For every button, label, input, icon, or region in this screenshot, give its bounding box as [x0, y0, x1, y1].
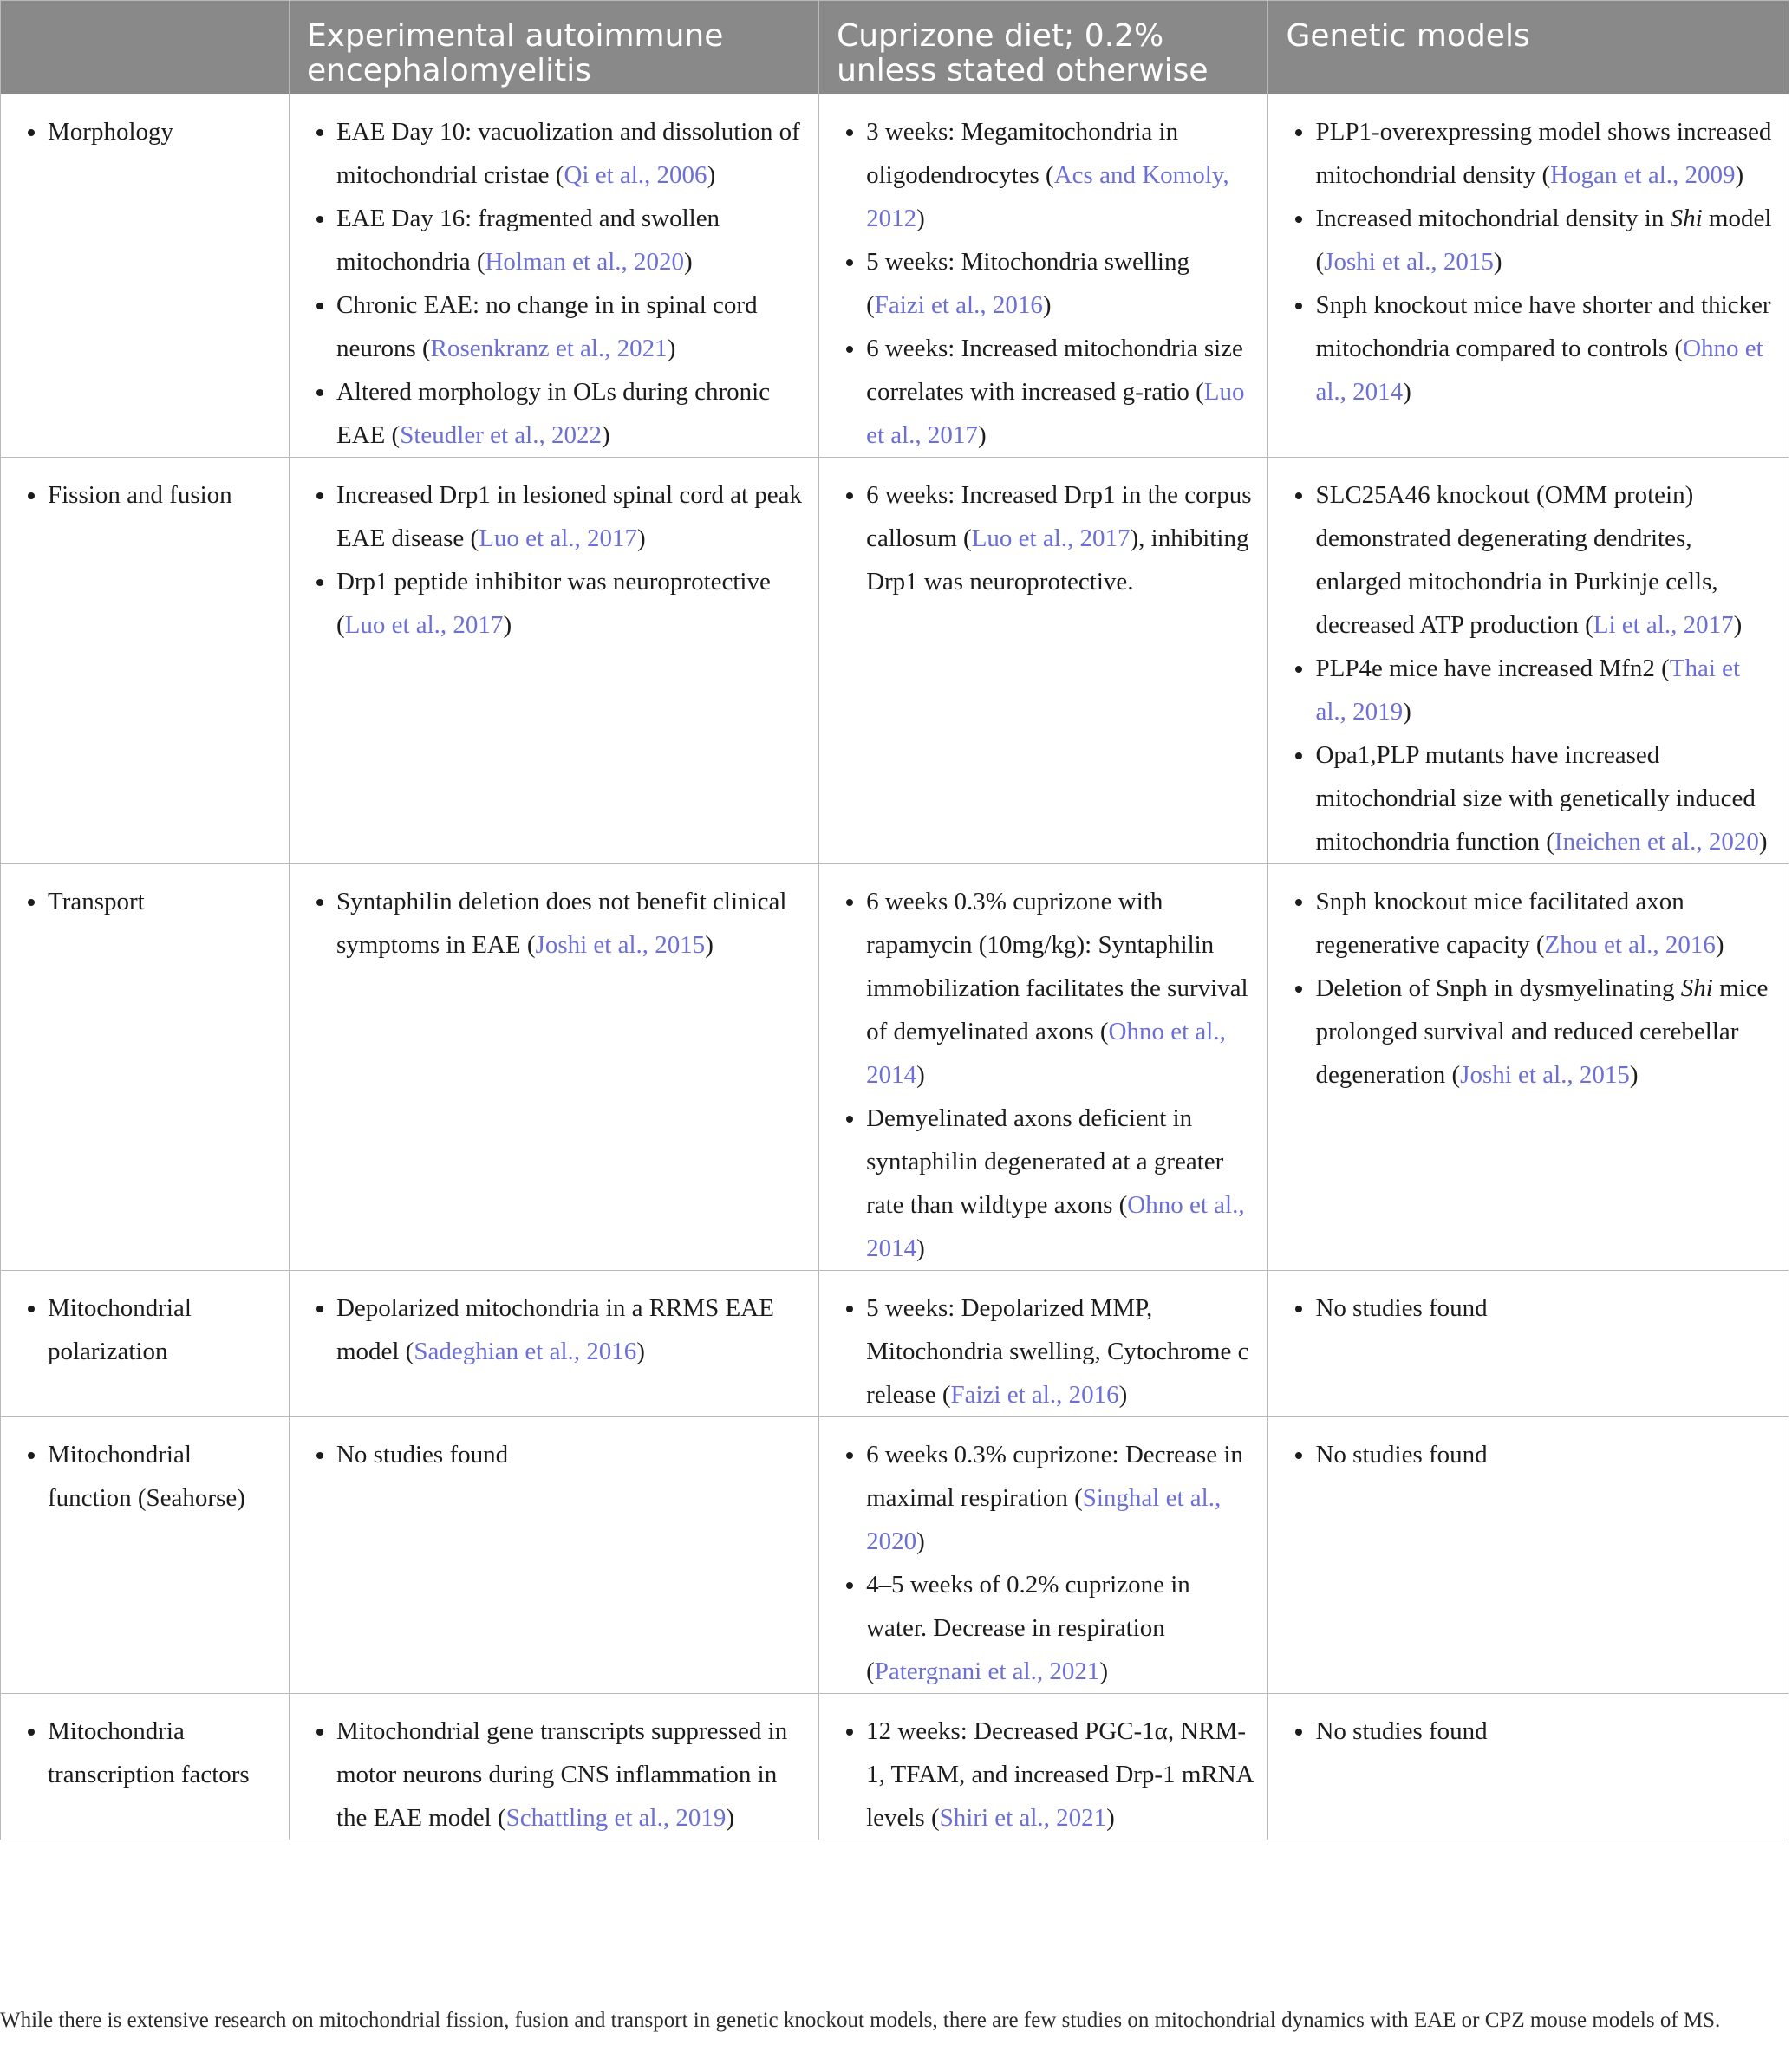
eae-cell [289, 94, 818, 458]
header-row [1, 1, 1789, 94]
header-genetic: Genetic models [1268, 1, 1789, 94]
text-fragment: ) [503, 611, 512, 639]
row-label-cell [1, 94, 290, 458]
row-label-list [11, 1710, 275, 1796]
row-label-list [11, 880, 275, 923]
text-fragment: 6 weeks: Increased mitochondria size correlates with increased g-ratio ( [866, 335, 1243, 406]
citation-link[interactable]: Ohno et al., 2014 [866, 1018, 1226, 1089]
text-fragment: Drp1 peptide inhibitor was neuroprotective ( [336, 568, 771, 639]
row-label-cell [1, 1417, 290, 1694]
list-item [866, 473, 1254, 603]
italic-text: Shi [1670, 205, 1703, 232]
citation-link[interactable]: Zhou et al., 2016 [1544, 931, 1716, 959]
eae-list [300, 473, 805, 647]
list-item [1315, 967, 1775, 1097]
citation-link[interactable]: Patergnani et al., 2021 [874, 1657, 1100, 1685]
table-caption: While there is extensive research on mitochondrial fission, fusion and transport in genetic knockout models, there are few studies on mitochondrial dynamics with EAE or CPZ mouse models of MS. [0, 2009, 1721, 2032]
row-label: • Fission and fusion [48, 473, 275, 517]
text-fragment: Mitochondrial gene transcripts suppressed in motor neurons during CNS inflammation in the EAE model ( [336, 1717, 788, 1832]
list-item [1315, 733, 1775, 863]
cpz-cell [819, 1417, 1268, 1694]
table-row [1, 1417, 1789, 1694]
text-fragment: Altered morphology in OLs during chronic EAE ( [336, 378, 771, 449]
text-fragment: ) [977, 421, 987, 449]
citation-link[interactable]: Acs and Komoly, 2012 [866, 161, 1229, 232]
eae-list [300, 1433, 805, 1476]
text-fragment: ) [1106, 1804, 1115, 1832]
genetic-list [1279, 473, 1775, 863]
eae-cell [289, 1271, 818, 1417]
row-label-cell [1, 864, 290, 1271]
row-label: • Mitochondria transcription factors [48, 1710, 275, 1796]
text-fragment: Snph knockout mice have shorter and thicker mitochondria compared to controls ( [1315, 291, 1771, 362]
text-fragment: ) [1493, 248, 1502, 276]
text-fragment: Depolarized mitochondria in a RRMS EAE model ( [336, 1294, 774, 1365]
text-fragment: ) [1629, 1061, 1639, 1089]
text-fragment: ) [705, 931, 714, 959]
text-fragment: 5 weeks: Depolarized MMP, Mitochondria swelling, Cytochrome c release ( [866, 1294, 1249, 1409]
text-fragment: Demyelinated axons deficient in syntaphilin degenerated at a greater rate than wildtype axons ( [866, 1104, 1224, 1219]
citation-link[interactable]: Sadeghian et al., 2016 [414, 1338, 637, 1365]
text-fragment: ) [1042, 291, 1052, 319]
row-label: • Mitochondrial function (Seahorse) [48, 1433, 275, 1520]
text-fragment: Deletion of Snph in dysmyelinating [1315, 974, 1681, 1002]
genetic-list [1279, 1433, 1775, 1476]
genetic-cell [1268, 1271, 1789, 1417]
cpz-list [830, 1433, 1254, 1693]
cpz-cell [819, 864, 1268, 1271]
text-fragment: mice prolonged survival and reduced cerebellar degeneration ( [1315, 974, 1769, 1089]
text-fragment: ) [1735, 161, 1744, 189]
row-label-cell [1, 1694, 290, 1840]
citation-link[interactable]: Shiri et al., 2021 [939, 1804, 1107, 1832]
list-item [336, 473, 805, 560]
table-body [1, 94, 1789, 1840]
row-label-list [11, 110, 275, 153]
text-fragment: No studies found [1315, 1294, 1488, 1322]
row-label: • Mitochondrial polarization [48, 1286, 275, 1373]
text-fragment: ) [637, 524, 646, 552]
table-header [1, 1, 1789, 94]
table-row [1, 864, 1789, 1271]
citation-link[interactable]: Luo et al., 2017 [479, 524, 638, 552]
list-item [1315, 473, 1775, 647]
list-item [336, 1286, 805, 1373]
genetic-list [1279, 880, 1775, 1097]
list-item [1315, 1433, 1775, 1476]
list-item [1315, 1286, 1775, 1330]
text-fragment: 12 weeks: Decreased PGC-1α, NRM-1, TFAM, and increased Drp-1 mRNA levels ( [866, 1717, 1254, 1832]
eae-list [300, 880, 805, 967]
list-item [336, 560, 805, 647]
list-item [336, 1433, 805, 1476]
genetic-cell [1268, 458, 1789, 864]
row-label-cell [1, 1271, 290, 1417]
text-fragment: Increased Drp1 in lesioned spinal cord at peak EAE disease ( [336, 481, 803, 552]
table-row [1, 1271, 1789, 1417]
text-fragment: 6 weeks: Increased Drp1 in the corpus callosum ( [866, 481, 1252, 552]
text-fragment: ), inhibiting Drp1 was neuroprotective. [866, 524, 1249, 596]
list-item [866, 1433, 1254, 1563]
list-item [1315, 283, 1775, 414]
cpz-list [830, 1286, 1254, 1416]
table-row [1, 458, 1789, 864]
text-fragment: ) [667, 335, 676, 362]
text-fragment: Snph knockout mice facilitated axon regenerative capacity ( [1315, 888, 1684, 959]
text-fragment: 3 weeks: Megamitochondria in oligodendrocytes ( [866, 118, 1179, 189]
eae-cell [289, 1417, 818, 1694]
list-item [1315, 110, 1775, 197]
genetic-cell [1268, 864, 1789, 1271]
text-fragment: Increased mitochondrial density in [1315, 205, 1671, 232]
citation-link[interactable]: Rosenkranz et al., 2021 [430, 335, 668, 362]
row-label: • Transport [48, 880, 275, 923]
eae-list [300, 1710, 805, 1840]
genetic-cell [1268, 94, 1789, 458]
text-fragment: ) [916, 205, 925, 232]
cpz-list [830, 473, 1254, 603]
text-fragment: ) [1733, 611, 1743, 639]
list-item [1315, 197, 1775, 283]
text-fragment: model ( [1315, 205, 1772, 276]
text-fragment: ) [707, 161, 716, 189]
text-fragment: 5 weeks: Mitochondria swelling ( [866, 248, 1189, 319]
text-fragment: PLP1-overexpressing model shows increased mitochondrial density ( [1315, 118, 1772, 189]
genetic-list [1279, 1710, 1775, 1753]
text-fragment: ) [916, 1061, 925, 1089]
citation-link[interactable]: Li et al., 2017 [1593, 611, 1734, 639]
table-row [1, 1694, 1789, 1840]
text-fragment: ) [1403, 378, 1411, 406]
eae-list [300, 1286, 805, 1373]
header-eae: Experimental autoimmune encephalomyelitis [289, 1, 818, 94]
citation-link[interactable]: Steudler et al., 2022 [400, 421, 602, 449]
row-label-list [11, 1433, 275, 1520]
list-item [336, 283, 805, 370]
text-fragment: ) [684, 248, 693, 276]
text-fragment: EAE Day 10: vacuolization and dissolution of mitochondrial cristae ( [336, 118, 800, 189]
row-label-list [11, 473, 275, 517]
text-fragment: ) [601, 421, 610, 449]
citation-link[interactable]: Qi et al., 2006 [564, 161, 707, 189]
list-item [336, 110, 805, 197]
header-blank [1, 1, 290, 94]
text-fragment: ) [916, 1234, 925, 1262]
cpz-cell [819, 1694, 1268, 1840]
text-fragment: 6 weeks 0.3% cuprizone: Decrease in maximal respiration ( [866, 1441, 1243, 1512]
table-row [1, 94, 1789, 458]
text-fragment: ) [1099, 1657, 1109, 1685]
row-label-cell [1, 458, 290, 864]
text-fragment: No studies found [1315, 1717, 1488, 1745]
list-item [336, 370, 805, 457]
text-fragment: 4–5 weeks of 0.2% cuprizone in water. Decrease in respiration ( [866, 1571, 1190, 1685]
text-fragment: No studies found [336, 1441, 509, 1469]
citation-link[interactable]: Faizi et al., 2016 [950, 1381, 1119, 1409]
list-item [866, 1286, 1254, 1416]
citation-link[interactable]: Luo et al., 2017 [971, 524, 1131, 552]
cpz-list [830, 1710, 1254, 1840]
italic-text: Shi [1680, 974, 1713, 1002]
eae-cell [289, 864, 818, 1271]
citation-link[interactable]: Joshi et al., 2015 [535, 931, 706, 959]
text-fragment: ) [1715, 931, 1724, 959]
list-item [336, 880, 805, 967]
eae-cell [289, 1694, 818, 1840]
citation-link[interactable]: Singhal et al., 2020 [866, 1484, 1222, 1555]
list-item [1315, 1710, 1775, 1753]
list-item [866, 240, 1254, 327]
genetic-cell [1268, 1417, 1789, 1694]
cpz-list [830, 110, 1254, 457]
list-item [336, 1710, 805, 1840]
row-label: • Morphology [48, 110, 275, 153]
citation-link[interactable]: Ohno et al., 2014 [866, 1191, 1245, 1262]
text-fragment: ) [726, 1804, 735, 1832]
text-fragment: SLC25A46 knockout (OMM protein) demonstrated degenerating dendrites, enlarged mitochondria in Purkinje cells, decreased ATP production ( [1315, 481, 1718, 639]
list-item [1315, 647, 1775, 733]
citation-link[interactable]: Luo et al., 2017 [866, 378, 1245, 449]
text-fragment: ) [916, 1527, 925, 1555]
list-item [866, 1710, 1254, 1840]
citation-link[interactable]: Faizi et al., 2016 [874, 291, 1043, 319]
citation-link[interactable]: Joshi et al., 2015 [1460, 1061, 1630, 1089]
text-fragment: ) [1118, 1381, 1128, 1409]
list-item [1315, 880, 1775, 967]
list-item [866, 880, 1254, 1097]
cpz-cell [819, 94, 1268, 458]
text-fragment: 6 weeks 0.3% cuprizone with rapamycin (10mg/kg): Syntaphilin immobilization facilitates the survival of demyelinated axons ( [866, 888, 1248, 1045]
list-item [866, 110, 1254, 240]
citation-link[interactable]: Thai et al., 2019 [1315, 655, 1741, 726]
citation-link[interactable]: Schattling et al., 2019 [505, 1804, 727, 1832]
list-item [866, 1563, 1254, 1693]
text-fragment: PLP4e mice have increased Mfn2 ( [1315, 655, 1670, 682]
text-fragment: ) [1403, 698, 1411, 726]
eae-cell [289, 458, 818, 864]
text-fragment: Syntaphilin deletion does not benefit clinical symptoms in EAE ( [336, 888, 787, 959]
citation-link[interactable]: Joshi et al., 2015 [1324, 248, 1494, 276]
genetic-list [1279, 110, 1775, 414]
text-fragment: ) [636, 1338, 645, 1365]
text-fragment: No studies found [1315, 1441, 1488, 1469]
list-item [866, 1097, 1254, 1270]
citation-link[interactable]: Luo et al., 2017 [344, 611, 504, 639]
text-fragment: EAE Day 16: fragmented and swollen mitochondria ( [336, 205, 720, 276]
header-cuprizone: Cuprizone diet; 0.2% unless stated otherwise [819, 1, 1268, 94]
genetic-cell [1268, 1694, 1789, 1840]
eae-list [300, 110, 805, 457]
cpz-cell [819, 1271, 1268, 1417]
text-fragment: ) [1758, 828, 1768, 856]
citation-link[interactable]: Ineichen et al., 2020 [1554, 828, 1759, 856]
row-label-list [11, 1286, 275, 1373]
list-item [866, 327, 1254, 457]
cpz-cell [819, 458, 1268, 864]
cpz-list [830, 880, 1254, 1270]
genetic-list [1279, 1286, 1775, 1330]
text-fragment: Chronic EAE: no change in in spinal cord neurons ( [336, 291, 758, 362]
list-item [336, 197, 805, 283]
citation-link[interactable]: Holman et al., 2020 [485, 248, 685, 276]
citation-link[interactable]: Ohno et al., 2014 [1315, 335, 1763, 406]
text-fragment: Opa1,PLP mutants have increased mitochondrial size with genetically induced mitochondria function ( [1315, 741, 1756, 856]
citation-link[interactable]: Hogan et al., 2009 [1550, 161, 1736, 189]
